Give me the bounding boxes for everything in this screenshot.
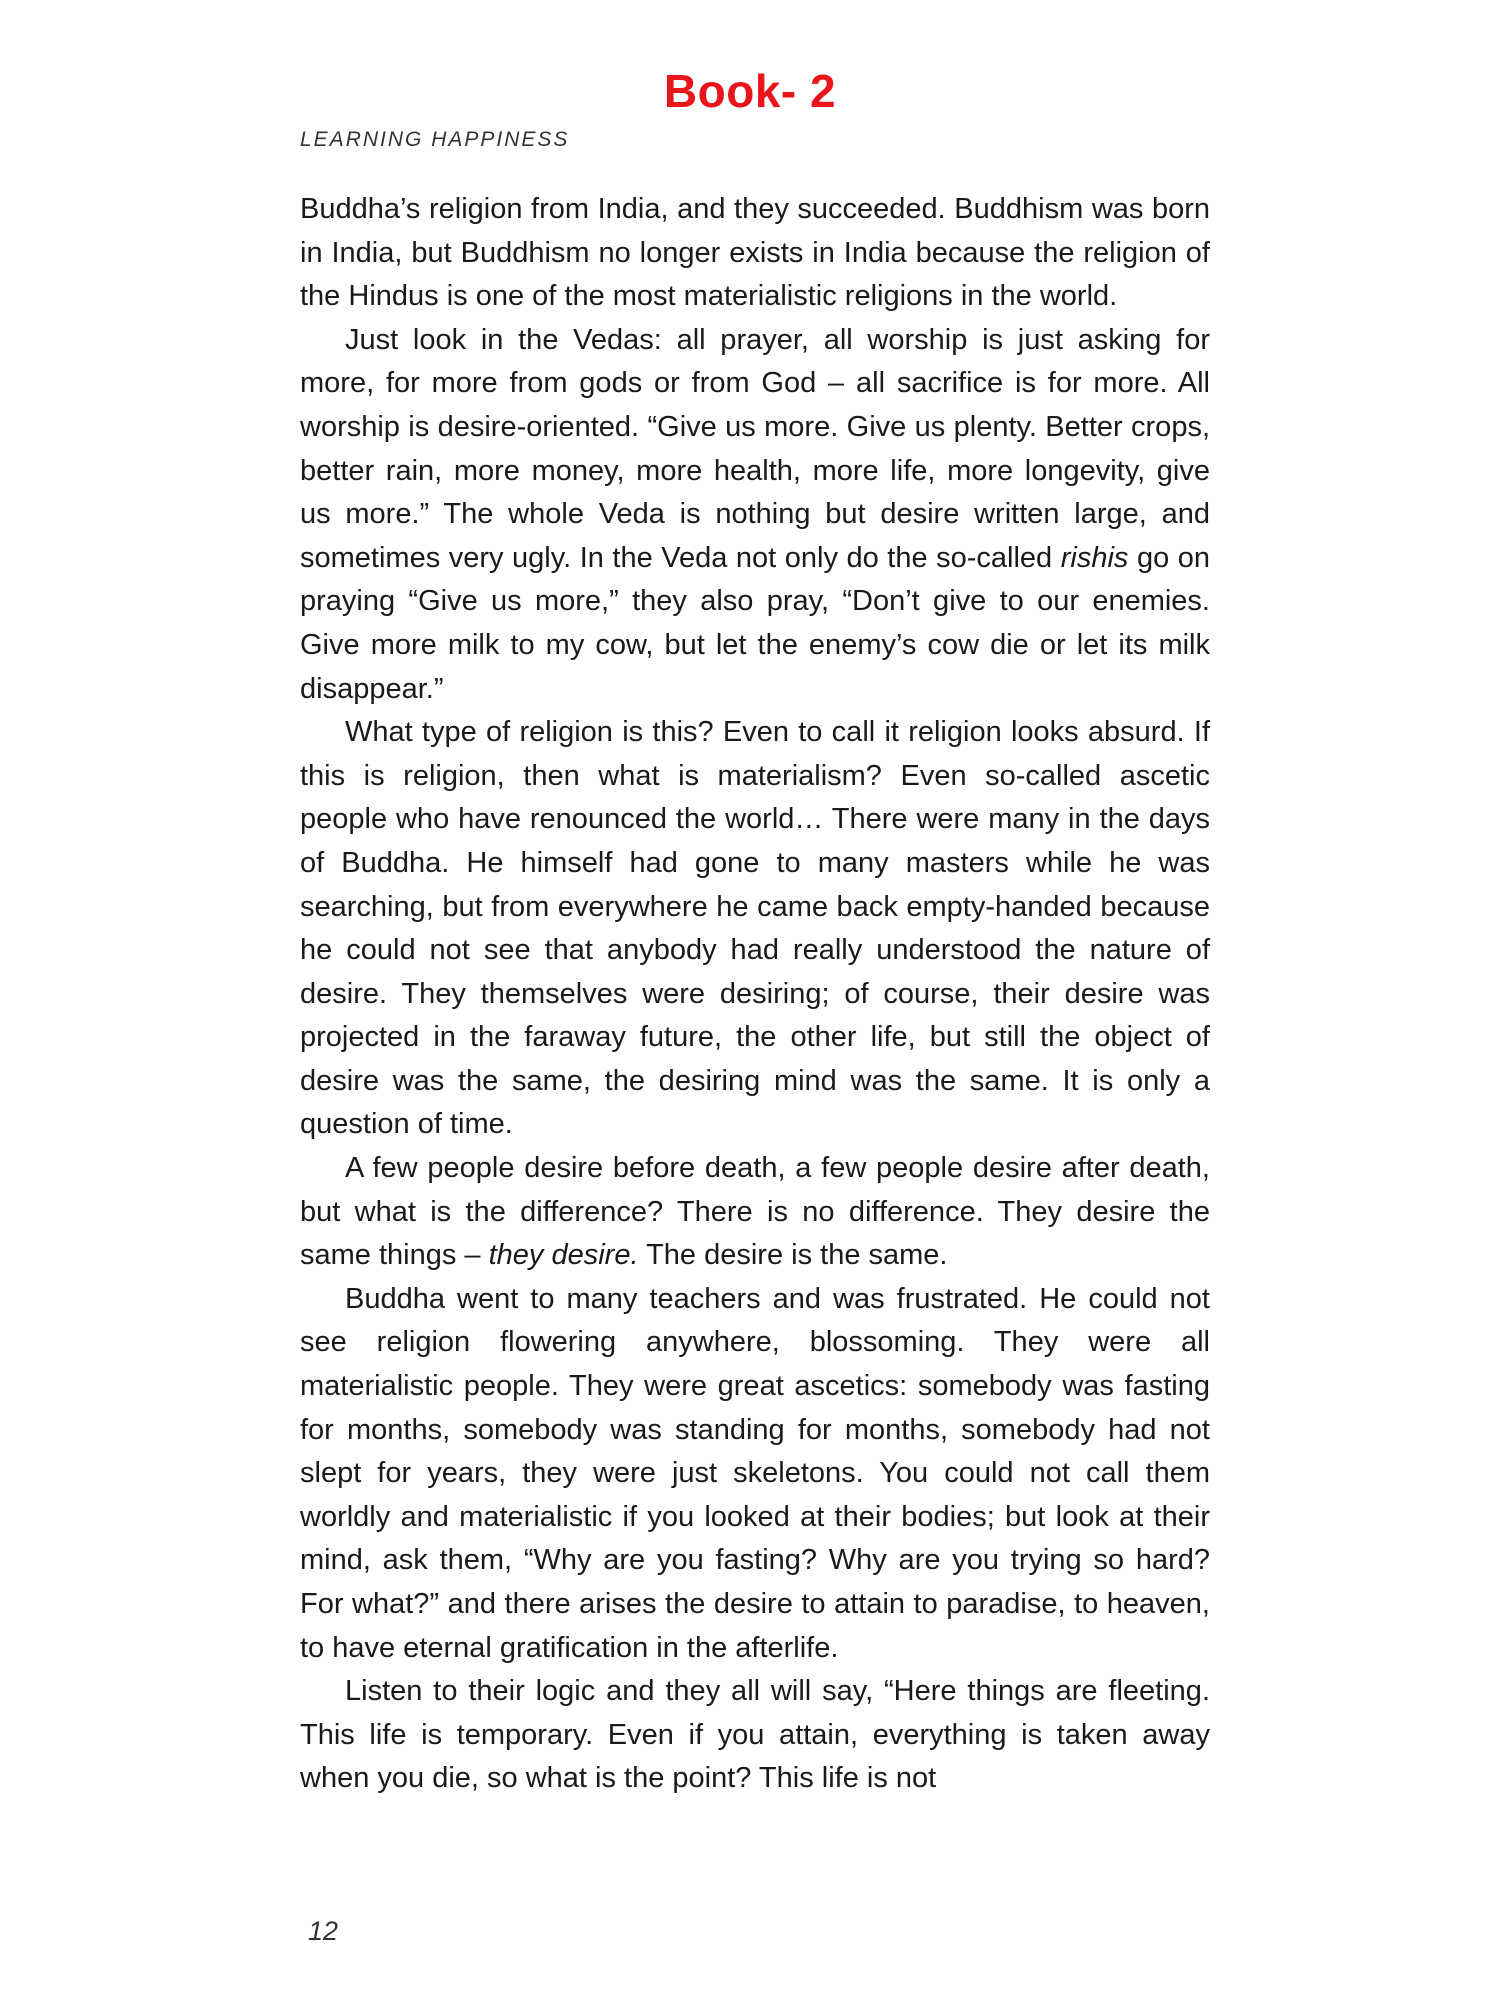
paragraph-text: Listen to their logic and they all will say, “Here things are fleeting. This life is temporary. Even if you attain, everything is taken away when you die, so what is the point? This life is not xyxy=(300,1675,1210,1795)
paragraph-text: The desire is the same. xyxy=(638,1239,948,1272)
paragraph-1 xyxy=(300,188,1210,319)
emphasized-text: rishis xyxy=(1060,541,1129,574)
page-number: 12 xyxy=(308,1916,339,1946)
running-head: LEARNING HAPPINESS xyxy=(300,128,570,151)
paragraph-text: What type of religion is this? Even to call it religion looks absurd. If this is religion, then what is materialism? Even so-called ascetic people who have renounced the world… There were many in the days of Buddha. He himself had gone to many masters while he was searching, but from everywhere he came back empty-handed because he could not see that anybody had really understood the nature of desire. They themselves were desiring; of course, their desire was projected in the faraway future, the other life, but still the object of desire was the same, the desiring mind was the same. It is only a question of time. xyxy=(300,716,1210,1141)
emphasized-text: they desire. xyxy=(488,1239,639,1272)
paragraph-6 xyxy=(300,1670,1210,1801)
paragraph-2 xyxy=(300,319,1210,711)
paragraph-text: A few people desire before death, a few people desire after death, but what is the difference? There is no difference. They desire the same things – xyxy=(300,1152,1210,1272)
paragraph-text: Just look in the Vedas: all prayer, all worship is just asking for more, for more from gods or from God – all sacrifice is for more. All worship is desire-oriented. “Give us more. Give us plenty. Better crops, better rain, more money, more health, more life, more longevity, give us more.” The whole Veda is nothing but desire written large, and sometimes very ugly. In the Veda not only do the so-called xyxy=(300,323,1210,574)
book-label: Book- 2 xyxy=(663,65,837,117)
paragraph-text: Buddha went to many teachers and was frustrated. He could not see religion flowering anywhere, blossoming. They were all materialistic people. They were great ascetics: somebody was fasting for months, somebody was standing for months, somebody had not slept for years, they were just skeletons. You could not call them worldly and materialistic if you looked at their bodies; but look at their mind, ask them, “Why are you fasting? Why are you trying so hard? For what?” and there arises the desire to attain to paradise, to heaven, to have eternal gratification in the afterlife. xyxy=(300,1282,1210,1664)
body-text xyxy=(300,188,1210,1801)
paragraph-text: Buddha’s religion from India, and they succeeded. Buddhism was born in India, but Buddhism no longer exists in India because the religion of the Hindus is one of the most materialistic religions in the world. xyxy=(300,193,1210,313)
paragraph-4 xyxy=(300,1147,1210,1278)
paragraph-text: go on praying “Give us more,” they also pray, “Don’t give to our enemies. Give more milk to my cow, but let the enemy’s cow die or let its milk disappear.” xyxy=(300,541,1210,705)
paragraph-3 xyxy=(300,711,1210,1147)
paragraph-5 xyxy=(300,1278,1210,1670)
